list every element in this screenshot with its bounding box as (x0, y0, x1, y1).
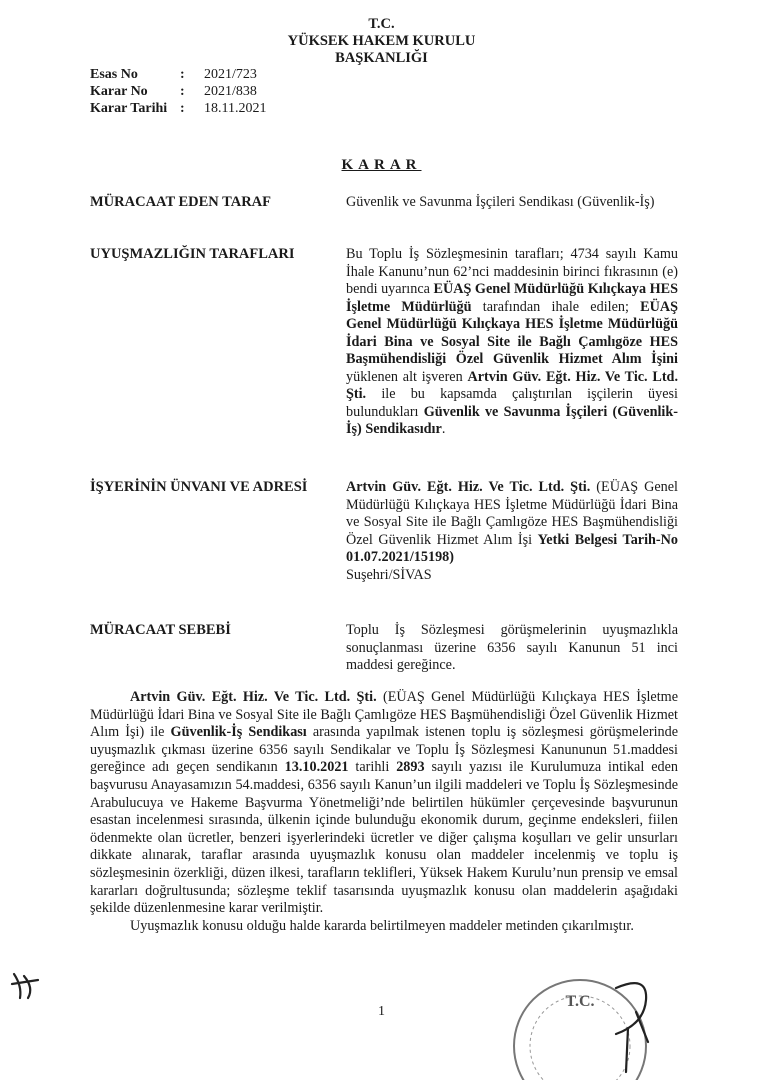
paragraph-main: Artvin Güv. Eğt. Hiz. Ve Tic. Ltd. Şti. (EÜAŞ Genel Müdürlüğü Kılıçkaya HES İşletme Müdürlüğü İdari Bina ve Sosyal Site ile Bağlı Çamlıgöze HES Başmühendisliği Özel Güvenlik Hizmet Alım İşi) ile Güvenlik-İş Sendikası arasında yapılmak istenen toplu iş sözleşmesi görüşmelerinde uyuşmazlık çıkması üzerine 6356 sayılı Sendikalar ve Toplu İş Sözleşmesi Kanununun 51.maddesi gereğince adı geçen sendikanın 13.10.2021 tarihli 2893 sayılı yazısı ile Kurulumuza intikal eden başvurusu Anayasamızın 54.maddesi, 6356 sayılı Kanun’un ilgili maddeleri ve Toplu İş Sözleşmesinde Arabulucuya ve Hakeme Başvurma Yönetmeliği’nde belirtilen hükümler çerçevesinde başvurunun esastan incelenmesi sırasında, ülkenin içinde bulunduğu ekonomik durum, geçinme endeksleri, fiilen ödenmekte olan ücretler, benzeri işyerlerindeki ücretler ve diğer çalışma koşulları ve gelir unsurları dikkate alınarak, taraflar arasında uyuşmazlık konusu olan maddeler incelenmiş ve toplu iş sözleşmesinin özerkliği, düzen ilkesi, tarafların teklifleri, Yüksek Hakem Kurulu’nun prensip ve emsal kararları doğrultusunda; sözleşme teklif tasarısında uyuşmazlık konusu olan maddelerin aşağıdaki şekilde düzenlenmesine karar verilmiştir. (90, 689, 679, 917)
decision-body (90, 689, 678, 935)
page-number: 1 (378, 1004, 385, 1019)
bold-company: Artvin Güv. Eğt. Hiz. Ve Tic. Ltd. Şti. (346, 479, 591, 495)
header-institution: YÜKSEK HAKEM KURULU (287, 33, 476, 49)
meta-row-tarih (90, 100, 266, 117)
label-parties: UYUŞMAZLIĞIN TARAFLARI (90, 246, 295, 262)
official-stamp (498, 972, 668, 1080)
value-reason: Toplu İş Sözleşmesi görüşmelerinin uyuşmazlıkla sonuçlanması üzerine 6356 sayılı Kanunun 51 inci maddesi gereğince. (346, 622, 678, 673)
label-reason: MÜRACAAT SEBEBİ (90, 622, 231, 638)
value-applicant: Güvenlik ve Savunma İşçileri Sendikası (Güvenlik-İş) (346, 194, 655, 210)
meta-value: 2021/838 (204, 84, 257, 99)
initials-signature (8, 968, 42, 1002)
paragraph-note: Uyuşmazlık konusu olduğu halde kararda belirtilmeyen maddeler metinden çıkarılmıştır. (130, 917, 634, 934)
meta-value: 18.11.2021 (204, 101, 267, 116)
meta-value: 2021/723 (204, 67, 257, 82)
meta-row-esas (90, 66, 266, 83)
bold-employer: EÜAŞ Genel Müdürlüğü Kılıçkaya HES İşletme Müdürlüğü (346, 281, 679, 315)
meta-key: Esas No (90, 67, 138, 82)
document-title: KARAR (341, 157, 422, 173)
meta-sep: : (180, 101, 185, 116)
value-parties: Bu Toplu İş Sözleşmesinin tarafları; 4734 sayılı Kamu İhale Kanunu’nun 62’nci maddesinin birinci fıkrasının (e) bendi uyarınca EÜAŞ Genel Müdürlüğü Kılıçkaya HES İşletme Müdürlüğü tarafından ihale edilen; EÜAŞ Genel Müdürlüğü Kılıçkaya HES İşletme Müdürlüğü İdari Bina ve Sosyal Site ile Bağlı Çamlıgöze HES Başmühendisliği Özel Güvenlik Hizmet Alım İşini yüklenen alt işveren Artvin Güv. Eğt. Hiz. Ve Tic. Ltd. Şti. ile bu kapsamda çalıştırılan işçilerin üyesi bulundukları Güvenlik ve Savunma İşçileri (Güvenlik-İş) Sendikasıdır. (346, 246, 679, 437)
meta-sep: : (180, 67, 185, 82)
case-meta (90, 66, 266, 117)
meta-row-karar (90, 83, 266, 100)
bold-work-item: EÜAŞ Genel Müdürlüğü Kılıçkaya HES İşletme Müdürlüğü İdari Bina ve Sosyal Site ile Bağlı Çamlıgöze HES Başmühendisliği Özel Güvenlik Hizmet Alım İşini (346, 298, 678, 367)
meta-key: Karar Tarihi (90, 101, 168, 116)
meta-key: Karar No (90, 84, 148, 99)
label-applicant: MÜRACAAT EDEN TARAF (90, 194, 271, 210)
bold-authority-doc: Yetki Belgesi Tarih-No 01.07.2021/15198) (346, 531, 678, 565)
value-workplace: Artvin Güv. Eğt. Hiz. Ve Tic. Ltd. Şti. (EÜAŞ Genel Müdürlüğü Kılıçkaya HES İşletme Müdürlüğü İdari Bina ve Sosyal Site ile Bağlı Çamlıgöze HES Başmühendisliği Özel Güvenlik Hizmet Alım İşi Yetki Belgesi Tarih-No 01.07.2021/15198) Suşehri/SİVAS (346, 479, 678, 583)
stamp-text: T.C. (565, 993, 595, 1010)
bold-subcontractor: Artvin Güv. Eğt. Hiz. Ve Tic. Ltd. Şti. (346, 368, 678, 402)
header-presidency: BAŞKANLIĞI (335, 50, 428, 66)
bold-union: Güvenlik ve Savunma İşçileri (Güvenlik-İş) Sendikasıdır (346, 403, 678, 437)
workplace-city: Suşehri/SİVAS (346, 566, 432, 583)
meta-sep: : (180, 84, 185, 99)
header-tc: T.C. (368, 16, 395, 32)
label-workplace: İŞYERİNİN ÜNVANI VE ADRESİ (90, 479, 308, 495)
